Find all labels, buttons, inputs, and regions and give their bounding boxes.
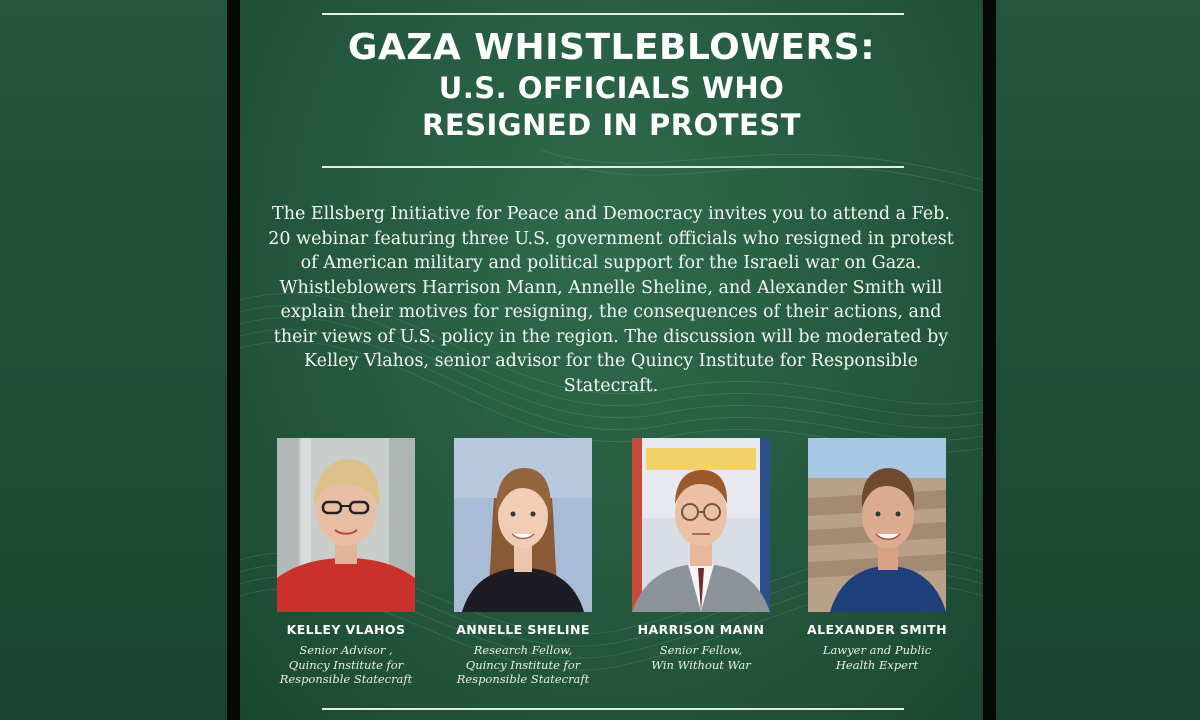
frame-border-left bbox=[227, 0, 240, 720]
speaker-photo bbox=[277, 438, 415, 612]
speaker-role-line: Senior Advisor , bbox=[299, 643, 393, 657]
speaker-role bbox=[789, 643, 965, 672]
speaker-role-line: Responsible Statecraft bbox=[456, 672, 590, 686]
portrait-photo-icon bbox=[277, 438, 415, 612]
event-flyer bbox=[240, 0, 983, 720]
title-line-3: RESIGNED IN PROTEST bbox=[421, 108, 802, 142]
bottom-divider bbox=[322, 708, 904, 710]
speaker-role-line: Lawyer and Public bbox=[822, 643, 932, 657]
speaker-name: HARRISON MANN bbox=[637, 622, 765, 637]
speaker-name: ANNELLE SHELINE bbox=[456, 622, 590, 637]
background-panel-left bbox=[0, 0, 227, 720]
speaker-name: ALEXANDER SMITH bbox=[807, 622, 947, 637]
speaker-card-kelley-vlahos bbox=[258, 438, 434, 687]
speaker-role-line: Quincy Institute for bbox=[288, 657, 404, 672]
title-divider bbox=[322, 166, 904, 168]
portrait-photo-icon bbox=[632, 438, 770, 612]
speaker-card-harrison-mann bbox=[613, 438, 789, 672]
speaker-role-line: Research Fellow, bbox=[473, 643, 573, 657]
speaker-role-line: Health Expert bbox=[835, 657, 919, 672]
speaker-role bbox=[435, 643, 611, 687]
title-line-2: U.S. OFFICIALS WHO bbox=[438, 71, 785, 105]
speaker-name: KELLEY VLAHOS bbox=[286, 622, 406, 637]
speaker-role bbox=[258, 643, 434, 687]
speaker-role-line: Win Without War bbox=[651, 657, 751, 672]
frame-border-right bbox=[983, 0, 996, 720]
speaker-card-alexander-smith bbox=[789, 438, 965, 672]
speaker-role bbox=[613, 643, 789, 672]
event-title bbox=[240, 26, 983, 144]
top-divider bbox=[322, 13, 904, 15]
speaker-photo bbox=[808, 438, 946, 612]
portrait-photo-icon bbox=[808, 438, 946, 612]
portrait-photo-icon bbox=[454, 438, 592, 612]
background-panel-right bbox=[996, 0, 1200, 720]
speaker-photo bbox=[632, 438, 770, 612]
speaker-card-annelle-sheline bbox=[435, 438, 611, 687]
speaker-photo bbox=[454, 438, 592, 612]
title-line-1: GAZA WHISTLEBLOWERS: bbox=[347, 27, 876, 68]
event-description: The Ellsberg Initiative for Peace and Democracy invites you to attend a Feb. 20 webinar featuring three U.S. government officials who resigned in protest of American military and political support for the Israeli war on Gaza. Whistleblowers Harrison Mann, Annelle Sheline, and Alexander Smith will explain their motives for resigning, the consequences of their actions, and their views of U.S. policy in the region. The discussion will be moderated by Kelley Vlahos, senior advisor for the Quincy Institute for Responsible Statecraft. bbox=[268, 204, 954, 396]
speaker-role-line: Responsible Statecraft bbox=[279, 672, 413, 686]
speaker-role-line: Quincy Institute for bbox=[465, 657, 581, 672]
speaker-role-line: Senior Fellow, bbox=[659, 643, 743, 657]
